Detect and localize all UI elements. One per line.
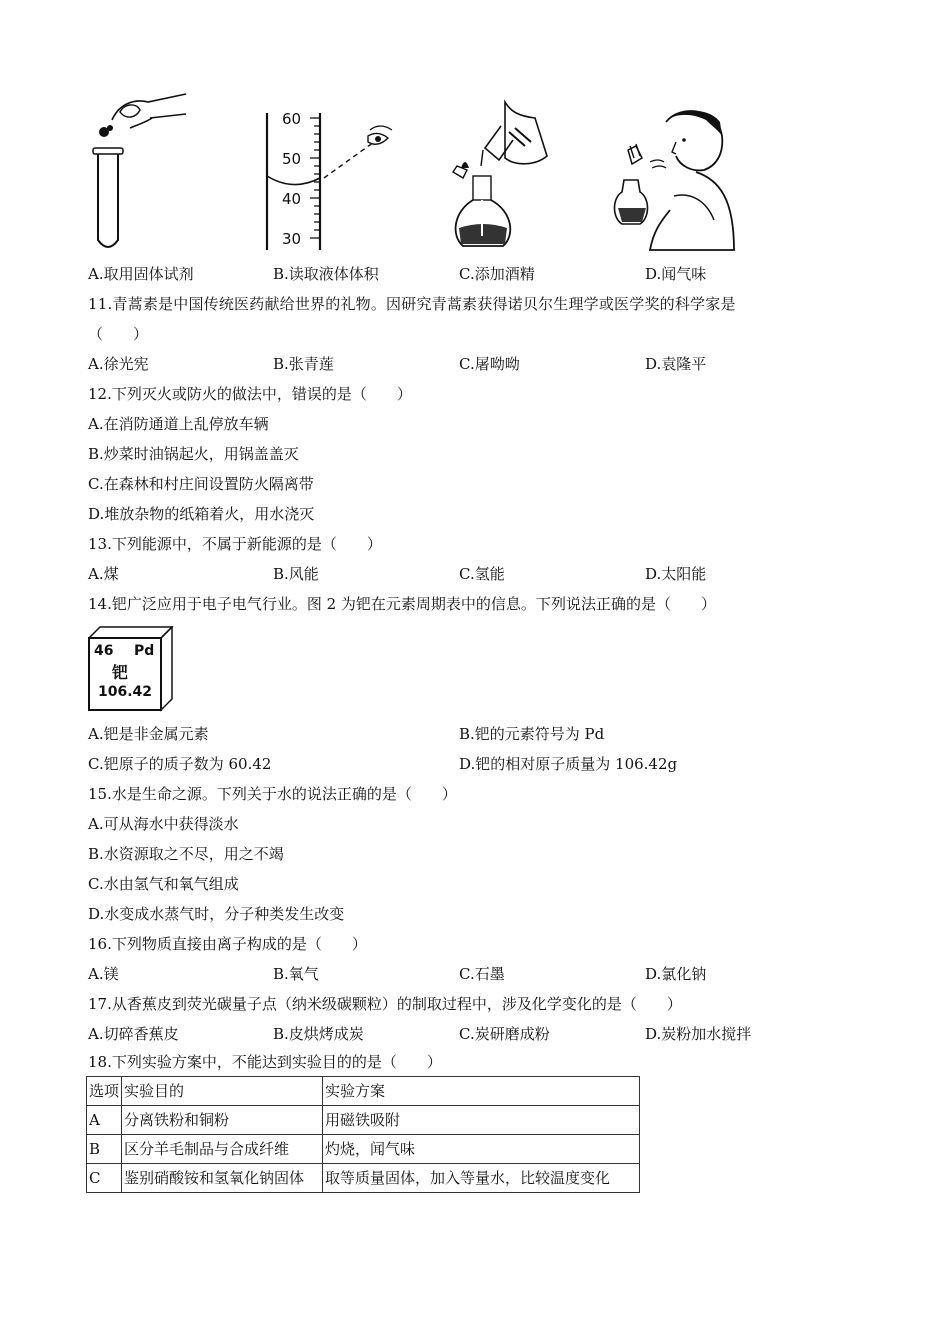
q14-option-d: D.钯的相对原子质量为 106.42g: [459, 755, 678, 773]
q11-stem: 11.青蒿素是中国传统医药献给世界的礼物。因研究青蒿素获得诺贝尔生理学或医学奖的科学家是: [88, 295, 736, 313]
q13-option-d: D.太阳能: [645, 565, 707, 583]
q12-option-c: C.在森林和村庄间设置防火隔离带: [88, 475, 314, 493]
q16-option-c: C.石墨: [459, 965, 505, 983]
figure-smelling-gas: [610, 100, 738, 256]
q11-option-a: A.徐光宪: [88, 355, 149, 373]
table-cell: 分离铁粉和铜粉: [122, 1106, 323, 1135]
q14-option-a: A.钯是非金属元素: [88, 725, 209, 743]
q14-option-c: C.钯原子的质子数为 60.42: [88, 755, 272, 773]
q11-option-b: B.张青莲: [273, 355, 334, 373]
table-header-row: [87, 1077, 640, 1106]
figure-solid-reagent: [90, 88, 190, 256]
q13-option-b: B.风能: [273, 565, 319, 583]
cylinder-tick-label: 30: [282, 230, 302, 248]
cylinder-tick-label: 40: [282, 190, 302, 208]
q12-option-d: D.堆放杂物的纸箱着火，用水浇灭: [88, 505, 315, 523]
element-symbol: Pd: [134, 643, 155, 659]
q18-stem: 18.下列实验方案中，不能达到实验目的的是（ ）: [88, 1053, 442, 1071]
table-row: [87, 1164, 640, 1193]
q16-option-d: D.氯化钠: [645, 965, 707, 983]
q14-stem: 14.钯广泛应用于电子电气行业。图 2 为钯在元素周期表中的信息。下列说法正确的是（ ）: [88, 595, 716, 613]
q15-option-a: A.可从海水中获得淡水: [88, 815, 239, 833]
table-cell: C: [87, 1164, 122, 1193]
table-header-cell: 实验目的: [122, 1077, 323, 1106]
q11-option-d: D.袁隆平: [645, 355, 707, 373]
q12-option-a: A.在消防通道上乱停放车辆: [88, 415, 269, 433]
q12-stem: 12.下列灭火或防火的做法中，错误的是（ ）: [88, 385, 412, 403]
q16-stem: 16.下列物质直接由离子构成的是（ ）: [88, 935, 367, 953]
q14-option-b: B.钯的元素符号为 Pd: [459, 725, 605, 743]
table-row: [87, 1135, 640, 1164]
table-cell: 取等质量固体，加入等量水，比较温度变化: [323, 1164, 640, 1193]
q10-option-a: A.取用固体试剂: [88, 265, 194, 283]
q15-stem: 15.水是生命之源。下列关于水的说法正确的是（ ）: [88, 785, 457, 803]
q15-option-d: D.水变成水蒸气时，分子种类发生改变: [88, 905, 345, 923]
q17-option-a: A.切碎香蕉皮: [88, 1025, 179, 1043]
figure-adding-alcohol: [445, 96, 565, 256]
table-cell: 区分羊毛制品与合成纤维: [122, 1135, 323, 1164]
cylinder-tick-label: 50: [282, 150, 302, 168]
q12-option-b: B.炒菜时油锅起火，用锅盖盖灭: [88, 445, 299, 463]
q10-option-c: C.添加酒精: [459, 265, 535, 283]
element-atomic-mass: 106.42: [98, 684, 153, 700]
q11-option-c: C.屠呦呦: [459, 355, 520, 373]
q16-option-a: A.镁: [88, 965, 119, 983]
q13-option-c: C.氢能: [459, 565, 505, 583]
q17-option-d: D.炭粉加水搅拌: [645, 1025, 752, 1043]
q10-option-b: B.读取液体体积: [273, 265, 379, 283]
table-cell: 灼烧，闻气味: [323, 1135, 640, 1164]
element-atomic-number: 46: [94, 643, 114, 659]
q17-stem: 17.从香蕉皮到荧光碳量子点（纳米级碳颗粒）的制取过程中，涉及化学变化的是（ ）: [88, 995, 682, 1013]
cylinder-tick-label: 60: [282, 110, 302, 128]
q16-option-b: B.氧气: [273, 965, 319, 983]
q13-option-a: A.煤: [88, 565, 119, 583]
q17-option-b: B.皮烘烤成炭: [273, 1025, 364, 1043]
table-header-cell: 实验方案: [323, 1077, 640, 1106]
q15-option-b: B.水资源取之不尽，用之不竭: [88, 845, 284, 863]
table-cell: A: [87, 1106, 122, 1135]
table-row: [87, 1106, 640, 1135]
q13-stem: 13.下列能源中，不属于新能源的是（ ）: [88, 535, 382, 553]
table-cell: 用磁铁吸附: [323, 1106, 640, 1135]
table-cell: B: [87, 1135, 122, 1164]
q17-option-c: C.炭研磨成粉: [459, 1025, 550, 1043]
q18-experiment-table: [86, 1076, 640, 1193]
element-name: 钯: [112, 663, 129, 682]
q10-option-d: D.闻气味: [645, 265, 707, 283]
q15-option-c: C.水由氢气和氧气组成: [88, 875, 239, 893]
table-cell: 鉴别硝酸铵和氢氧化钠固体: [122, 1164, 323, 1193]
table-header-cell: 选项: [87, 1077, 122, 1106]
q11-paren: （ ）: [88, 325, 149, 343]
